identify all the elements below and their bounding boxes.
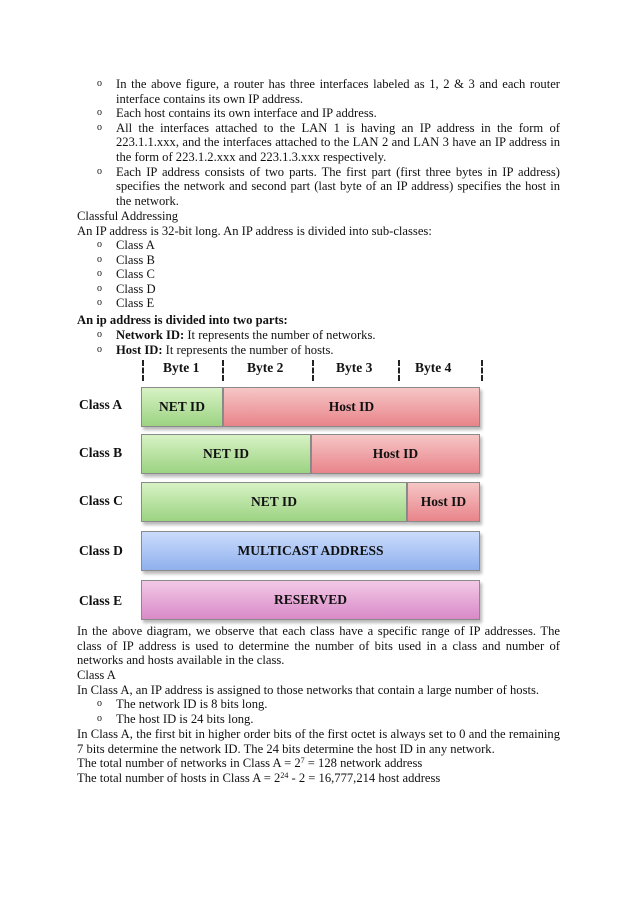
network-id-term: Network ID: (116, 328, 185, 342)
host-id-term: Host ID: (116, 342, 163, 357)
bullet-mark: o (97, 165, 102, 177)
ip-class-diagram (76, 358, 496, 618)
class-c-net-id: NET ID (141, 482, 407, 522)
byte-separator (142, 360, 144, 381)
list-item: o Class E (97, 296, 155, 311)
heading-classful-addressing: Classful Addressing (77, 209, 179, 223)
bullet-mark: o (97, 343, 102, 355)
bullet-mark: o (97, 282, 102, 294)
bullet-mark: o (97, 297, 102, 309)
byte-separator (481, 360, 483, 381)
class-d-label: Class D (79, 543, 123, 558)
list-item: o Class B (97, 252, 155, 267)
bullet-mark: o (97, 329, 102, 340)
list-item: o Class A (97, 238, 155, 252)
intro-classes-text: An IP address is 32-bit long. An IP address is divided into sub-classes: (77, 224, 432, 238)
list-item: o Class D (97, 281, 156, 296)
byte-label: Byte 1 (163, 360, 200, 375)
first-bit-paragraph: In Class A, the first bit in higher order bits of the first octet is always set to 0 and the remaining 7 bits determine the network ID. The 24 bits determine the host ID in any network. (77, 727, 560, 756)
class-b-host-id: Host ID (311, 434, 480, 474)
list-item: o All the interfaces attached to the LAN 1 is having an IP address in the form of 223.1.1.xxx, and the interfaces attached to the LAN 2 and LAN 3 have an IP address in the form of 223.1.2.xxx and 223.1.3.xxx respectively. (97, 120, 560, 164)
list-item: o Each IP address consists of two parts. The first part (first three bytes in IP address) specifies the network and second part (last byte of an IP address) specifies the host in the network. (97, 164, 560, 208)
bullet-mark: o (97, 121, 102, 133)
class-a-label: Class A (79, 397, 123, 412)
list-item: o Class C (97, 267, 155, 282)
class-e-reserved: RESERVED (141, 580, 480, 620)
class-c-host-id: Host ID (407, 482, 480, 522)
list-item: o Network ID: It represents the number of networks. (97, 328, 376, 342)
class-b-net-id: NET ID (141, 434, 311, 474)
bullet-mark: o (97, 107, 102, 119)
networks-total-line: The total number of networks in Class $A = 2^7 = 128$ network address (77, 756, 423, 770)
hosts-total-line: The total number of hosts in Class $A = 2^{24} - 2 = 16,777,214$ host address (77, 771, 441, 785)
list-item: o The host ID is 24 bits long. (97, 711, 254, 726)
class-b-label: Class B (79, 445, 123, 460)
bullet-mark: o (97, 698, 102, 709)
byte-label: Byte 3 (336, 360, 373, 375)
parts-list (97, 328, 376, 357)
list-item: o The network ID is 8 bits long. (97, 697, 268, 711)
heading-class-a: Class A (77, 668, 116, 682)
byte-separator (222, 360, 224, 381)
bullet-mark: o (97, 239, 102, 250)
list-item: o In the above figure, a router has three interfaces labeled as 1, 2 & 3 and each router interface contains its own IP address. (97, 77, 560, 106)
class-a-paragraph: In Class A, an IP address is assigned to those networks that contain a large number of hosts. (77, 683, 540, 697)
top-bullet-list (97, 77, 560, 208)
class-c-label: Class C (79, 493, 123, 508)
bullet-mark: o (97, 712, 102, 724)
class-e-label: Class E (79, 593, 123, 608)
class-d-multicast: MULTICAST ADDRESS (141, 531, 480, 571)
class-list (97, 238, 156, 311)
diagram-paragraph: In the above diagram, we observe that each class have a specific range of IP addresses. The class of IP address is used to determine the number of bits used in a class and number of networks and hosts available in the class. (77, 624, 560, 668)
byte-label: Byte 2 (247, 360, 284, 375)
byte-label: Byte 4 (415, 360, 452, 375)
list-item: o Each host contains its own interface and IP address. (97, 106, 377, 121)
byte-separator (312, 360, 314, 381)
list-item: o Host ID: It represents the number of hosts. (97, 342, 334, 357)
class-a-host-id: Host ID (223, 387, 480, 427)
bullet-mark: o (97, 78, 102, 89)
class-a-net-id: NET ID (141, 387, 223, 427)
byte-separator (398, 360, 400, 381)
class-a-bullet-list (97, 697, 268, 726)
bullet-mark: o (97, 268, 102, 280)
bullet-mark: o (97, 253, 102, 265)
two-parts-heading: An ip address is divided into two parts: (77, 313, 288, 327)
